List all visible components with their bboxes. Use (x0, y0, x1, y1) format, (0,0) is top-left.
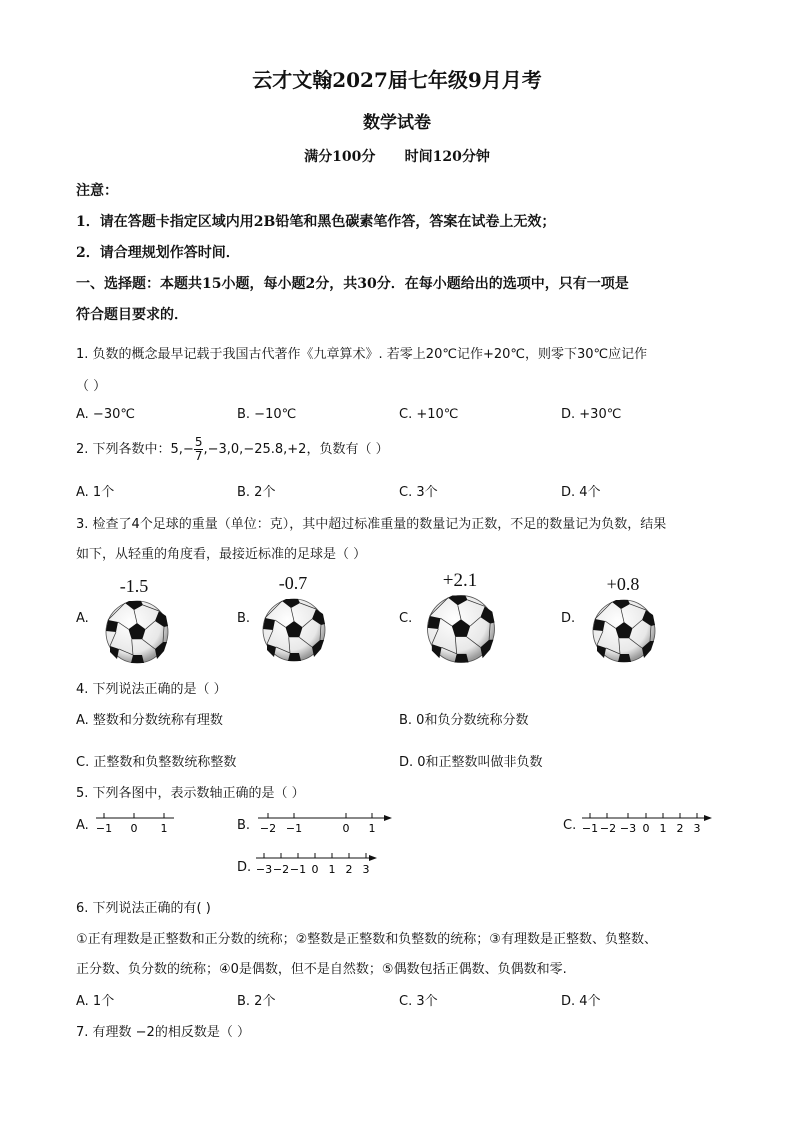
q1-option-a: A. −30℃ (76, 407, 135, 422)
question-5-text: 5. 下列各图中，表示数轴正确的是（ ） (76, 786, 305, 801)
q4-option-a: A. 整数和分数统称有理数 (76, 713, 223, 728)
axis-b-tick-label: 0 (342, 822, 350, 835)
axis-c-tick-label: −3 (619, 822, 637, 835)
q1-option-d: D. +30℃ (561, 407, 622, 422)
number-line-a (96, 813, 174, 818)
q3-option-a-label: A. (76, 611, 89, 626)
q5-option-d-label: D. (237, 860, 252, 875)
q2-option-c: C. 3个 (399, 485, 438, 500)
ball-a-value: -1.5 (119, 576, 149, 596)
soccer-ball-c-icon (428, 596, 495, 663)
q1-option-c: C. +10℃ (399, 407, 459, 422)
axis-c-tick-label: 1 (659, 822, 667, 835)
axis-b-tick-label: −1 (285, 822, 303, 835)
q2-option-d: D. 4个 (561, 485, 601, 500)
axis-c-tick-label: −2 (599, 822, 617, 835)
q3-option-d-label: D. (561, 611, 576, 626)
axis-a-tick-label: 1 (160, 822, 168, 835)
axis-d-arrow-icon (369, 855, 377, 861)
axis-c-tick-label: 2 (676, 822, 684, 835)
axis-c-tick-label: 0 (642, 822, 650, 835)
axis-c-tick-label: −1 (581, 822, 599, 835)
q3-option-c-label: C. (399, 611, 413, 626)
question-1-text: 1. 负数的概念最早记载于我国古代著作《九章算术》. 若零上20℃记作+20℃，则零下30℃应记作 (76, 347, 648, 362)
subject-title: 数学试卷 (363, 113, 431, 133)
q2-option-a: A. 1个 (76, 485, 115, 500)
axis-b-arrow-icon (384, 815, 392, 821)
q1-option-b: B. −10℃ (237, 407, 297, 422)
q4-option-b: B. 0和负分数统称分数 (399, 713, 529, 728)
q4-option-d: D. 0和正整数叫做非负数 (399, 755, 543, 770)
number-line-b (258, 813, 388, 818)
question-7-text: 7. 有理数 −2的相反数是（ ） (76, 1025, 250, 1040)
question-6-statements-cont: 正分数、负分数的统称；④0是偶数，但不是自然数；⑤偶数包括正偶数、负偶数和零. (76, 962, 567, 977)
q4-option-c: C. 正整数和负整数统称整数 (76, 755, 237, 770)
q2-prefix: 2. 下列各数中：5,− (76, 442, 194, 457)
question-4-text: 4. 下列说法正确的是（ ） (76, 682, 227, 697)
soccer-ball-b-icon (263, 599, 325, 661)
axis-b-tick-label: 1 (368, 822, 376, 835)
axis-d-tick-label: −3 (255, 863, 273, 876)
ball-c-value: +2.1 (442, 570, 478, 591)
soccer-ball-a-icon (106, 601, 168, 663)
axis-d-tick-label: 2 (345, 863, 353, 876)
question-3-text: 3. 检查了4个足球的重量（单位：克），其中超过标准重量的数量记为正数，不足的数量记为负数，结果 (76, 517, 667, 532)
axis-a-tick-label: 0 (130, 822, 138, 835)
question-1-paren: （ ） (76, 379, 107, 394)
number-axes (0, 800, 794, 890)
soccer-ball-d-icon (593, 600, 655, 662)
q5-option-a-label: A. (76, 818, 89, 833)
axis-a-tick-label: −1 (95, 822, 113, 835)
q5-option-b-label: B. (237, 818, 251, 833)
axis-c-arrow-icon (704, 815, 712, 821)
exam-info: 满分100分 时间120分钟 (304, 149, 490, 165)
number-line-d (256, 853, 372, 858)
ball-d-value: +0.8 (606, 574, 640, 594)
axis-d-tick-label: −2 (272, 863, 290, 876)
q2-option-b: B. 2个 (237, 485, 276, 500)
notice-label: 注意： (76, 183, 118, 199)
axis-d-tick-label: 0 (311, 863, 319, 876)
q6-option-d: D. 4个 (561, 994, 601, 1009)
number-line-c (582, 813, 708, 818)
q6-option-c: C. 3个 (399, 994, 438, 1009)
axis-b-tick-label: −2 (259, 822, 277, 835)
section-heading: 一、选择题：本题共15小题，每小题2分，共30分．在每小题给出的选项中，只有一项是 (76, 276, 629, 292)
question-3-text-cont: 如下，从轻重的角度看，最接近标准的足球是（ ） (76, 547, 367, 562)
fraction-denominator: 7 (194, 449, 203, 463)
question-6-text: 6. 下列说法正确的有( ) (76, 901, 211, 916)
q5-option-c-label: C. (563, 818, 577, 833)
q2-suffix: ,−3,0,−25.8,+2，负数有（ ） (203, 442, 389, 457)
notice-item-2: 2．请合理规划作答时间． (76, 245, 240, 261)
notice-item-1: 1．请在答题卡指定区域内用2B铅笔和黑色碳素笔作答，答案在试卷上无效； (76, 214, 556, 230)
section-heading-cont: 符合题目要求的． (76, 307, 188, 323)
axis-d-tick-label: −1 (289, 863, 307, 876)
q3-option-b-label: B. (237, 611, 251, 626)
axis-d-tick-label: 3 (362, 863, 370, 876)
question-6-statements: ①正有理数是正整数和正分数的统称；②整数是正整数和负整数的统称；③有理数是正整数、负整数、 (76, 932, 657, 947)
axis-c-tick-label: 3 (693, 822, 701, 835)
fraction-numerator: 5 (194, 435, 203, 449)
q6-option-a: A. 1个 (76, 994, 115, 1009)
axis-d-tick-label: 1 (328, 863, 336, 876)
q6-option-b: B. 2个 (237, 994, 276, 1009)
exam-title: 云才文翰2027届七年级9月月考 (252, 68, 542, 92)
ball-b-value: -0.7 (278, 573, 308, 593)
